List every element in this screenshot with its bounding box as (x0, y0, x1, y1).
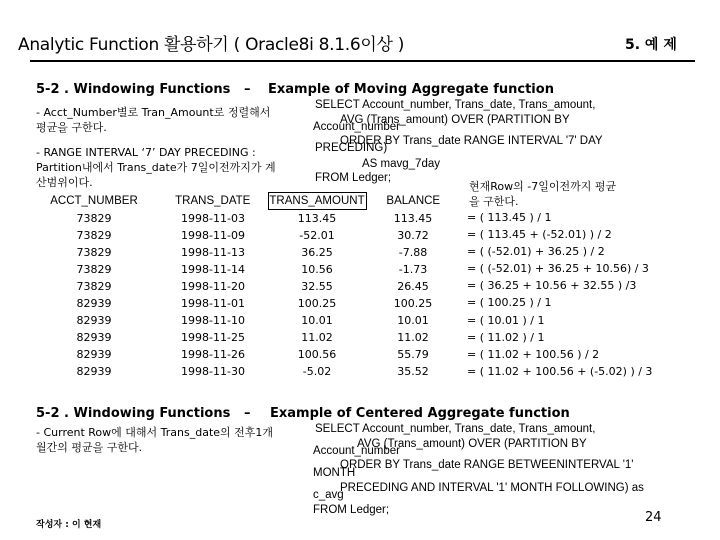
section1-dash: – (244, 82, 251, 97)
section1-sql-line: SELECT Account_number, Trans_date, Trans_amount, (315, 99, 596, 111)
cell-amount: 36.25 (301, 245, 333, 259)
cell-date: 1998-11-09 (181, 228, 245, 242)
section2-description (36, 425, 273, 455)
cell-amount: 11.02 (301, 331, 333, 345)
cell-acct: 73829 (76, 280, 112, 294)
slide-title: Analytic Function 활용하기 ( Oracle8i 8.1.6이상 ) (18, 35, 405, 55)
cell-acct: 82939 (76, 297, 112, 311)
desc-line: - Current Row에 대해서 Trans_date의 전후1개 (36, 426, 274, 439)
page-number: 24 (645, 510, 662, 525)
cell-amount: 10.01 (301, 314, 333, 328)
cell-balance: 35.52 (397, 365, 429, 379)
section2-sql-line: c_avg (313, 489, 344, 501)
table-row (30, 329, 460, 346)
table-row (30, 295, 460, 312)
desc-line: 평균을 구한다. (36, 121, 107, 134)
cell-date: 1998-11-03 (181, 211, 245, 225)
section2-sql-line: Account_number (313, 445, 400, 457)
section2-sql-line: FROM Ledger; (313, 504, 390, 516)
cell-date: 1998-11-13 (181, 245, 245, 259)
cell-acct: 73829 (76, 211, 112, 225)
cell-acct: 82939 (76, 331, 112, 345)
section2-dash: – (244, 406, 251, 421)
author-label: 작성자 : 이 현재 (36, 520, 102, 530)
section2-sql-line: PRECEDING AND INTERVAL '1' MONTH FOLLOWING) as (340, 482, 644, 494)
section1-sql-line: AS mavg_7day (362, 158, 440, 170)
cell-date: 1998-11-25 (181, 331, 245, 345)
section1-note (469, 179, 616, 209)
cell-amount: -5.02 (302, 365, 332, 379)
cell-balance: 30.72 (397, 228, 429, 242)
section2-subheading: Example of Centered Aggregate function (270, 406, 570, 421)
cell-acct: 73829 (76, 262, 112, 276)
cell-balance: 113.45 (393, 211, 433, 225)
desc-line: Partition내에서 Trans_date가 7일이전까지가 계 (36, 161, 276, 174)
table-row (30, 312, 460, 329)
cell-balance: 100.25 (393, 297, 433, 311)
cell-acct: 82939 (76, 365, 112, 379)
cell-balance: 10.01 (397, 314, 429, 328)
table-header-row (30, 193, 460, 210)
section1-heading: 5-2 . Windowing Functions (36, 82, 231, 97)
note-line: 을 구한다. (469, 195, 519, 208)
cell-balance: -1.73 (398, 262, 428, 276)
section-label: 5. 예 제 (625, 37, 677, 53)
cell-balance: 55.79 (397, 348, 429, 362)
calculation-line: = ( 113.45 + (-52.01) ) / 2 (467, 228, 612, 242)
cell-amount: 32.55 (301, 280, 333, 294)
calculation-list (467, 209, 652, 380)
title-divider (30, 60, 695, 62)
section1-subheading: Example of Moving Aggregate function (268, 82, 554, 97)
cell-date: 1998-11-20 (181, 280, 245, 294)
desc-line: - RANGE INTERVAL ‘7’ DAY PRECEDING : (36, 146, 256, 159)
section1-sql-line: Account_number (313, 121, 400, 133)
calculation-line: = ( 11.02 ) / 1 (467, 330, 545, 344)
cell-acct: 73829 (76, 245, 112, 259)
desc-line: - Acct_Number별로 Tran_Amount로 정렬해서 (36, 106, 271, 119)
header-trans-amount: TRANS_AMOUNT (268, 193, 366, 210)
cell-balance: 26.45 (397, 280, 429, 294)
table-row (30, 278, 460, 295)
cell-amount: 100.56 (297, 348, 337, 362)
desc-line (36, 135, 276, 145)
section1-sql-line: ORDER BY Trans_date RANGE INTERVAL '7' DAY (340, 135, 603, 147)
calculation-line: = ( 113.45 ) / 1 (467, 211, 552, 224)
section1-description (36, 105, 276, 190)
section2-sql-line: AVG (Trans_amount) OVER (PARTITION BY (357, 438, 587, 450)
table-row (30, 210, 460, 227)
cell-date: 1998-11-14 (181, 262, 245, 276)
cell-acct: 82939 (76, 348, 112, 362)
cell-amount: -52.01 (299, 228, 335, 242)
desc-line: 월간의 평균을 구한다. (36, 441, 143, 454)
note-line: 현재Row의 -7일이전까지 평균 (469, 180, 617, 193)
calculation-line: = ( (-52.01) + 36.25 + 10.56) / 3 (467, 262, 649, 276)
ledger-table (30, 192, 460, 381)
table-row (30, 346, 460, 363)
section2-sql-line: ORDER BY Trans_date RANGE BETWEENINTERVAL '1' (340, 459, 634, 471)
section1-sql-line: AVG (Trans_amount) OVER (PARTITION BY (340, 114, 570, 126)
table-row (30, 363, 460, 380)
calculation-line: = ( 10.01 ) / 1 (467, 313, 545, 327)
table-row (30, 244, 460, 261)
calculation-line: = ( 36.25 + 10.56 + 32.55 ) /3 (467, 279, 637, 293)
cell-date: 1998-11-01 (181, 297, 245, 311)
desc-line: 산범위이다. (36, 176, 93, 189)
cell-balance: 11.02 (397, 331, 429, 345)
section2-sql-line: MONTH (313, 467, 356, 479)
cell-amount: 10.56 (301, 262, 333, 276)
table-row (30, 261, 460, 278)
section1-sql-line: PRECEDING) (315, 142, 388, 154)
section2-sql-line: SELECT Account_number, Trans_date, Trans_amount, (315, 423, 596, 435)
header-trans-date: TRANS_DATE (175, 195, 251, 208)
cell-amount: 113.45 (297, 211, 337, 225)
cell-acct: 73829 (76, 228, 112, 242)
calculation-line: = ( 11.02 + 100.56 ) / 2 (467, 347, 600, 361)
cell-date: 1998-11-10 (181, 314, 245, 328)
calculation-line: = ( 11.02 + 100.56 + (-5.02) ) / 3 (467, 364, 653, 378)
header-balance: BALANCE (386, 195, 441, 208)
section2-heading: 5-2 . Windowing Functions (36, 406, 231, 421)
cell-acct: 82939 (76, 314, 112, 328)
calculation-line: = ( 100.25 ) / 1 (467, 296, 552, 310)
calculation-line: = ( (-52.01) + 36.25 ) / 2 (467, 245, 605, 259)
cell-date: 1998-11-30 (181, 365, 245, 379)
cell-amount: 100.25 (297, 297, 337, 311)
cell-balance: -7.88 (398, 245, 428, 259)
header-acct-number: ACCT_NUMBER (50, 195, 138, 208)
table-row (30, 227, 460, 244)
section1-sql-line: FROM Ledger; (315, 172, 392, 184)
cell-date: 1998-11-26 (181, 348, 245, 362)
